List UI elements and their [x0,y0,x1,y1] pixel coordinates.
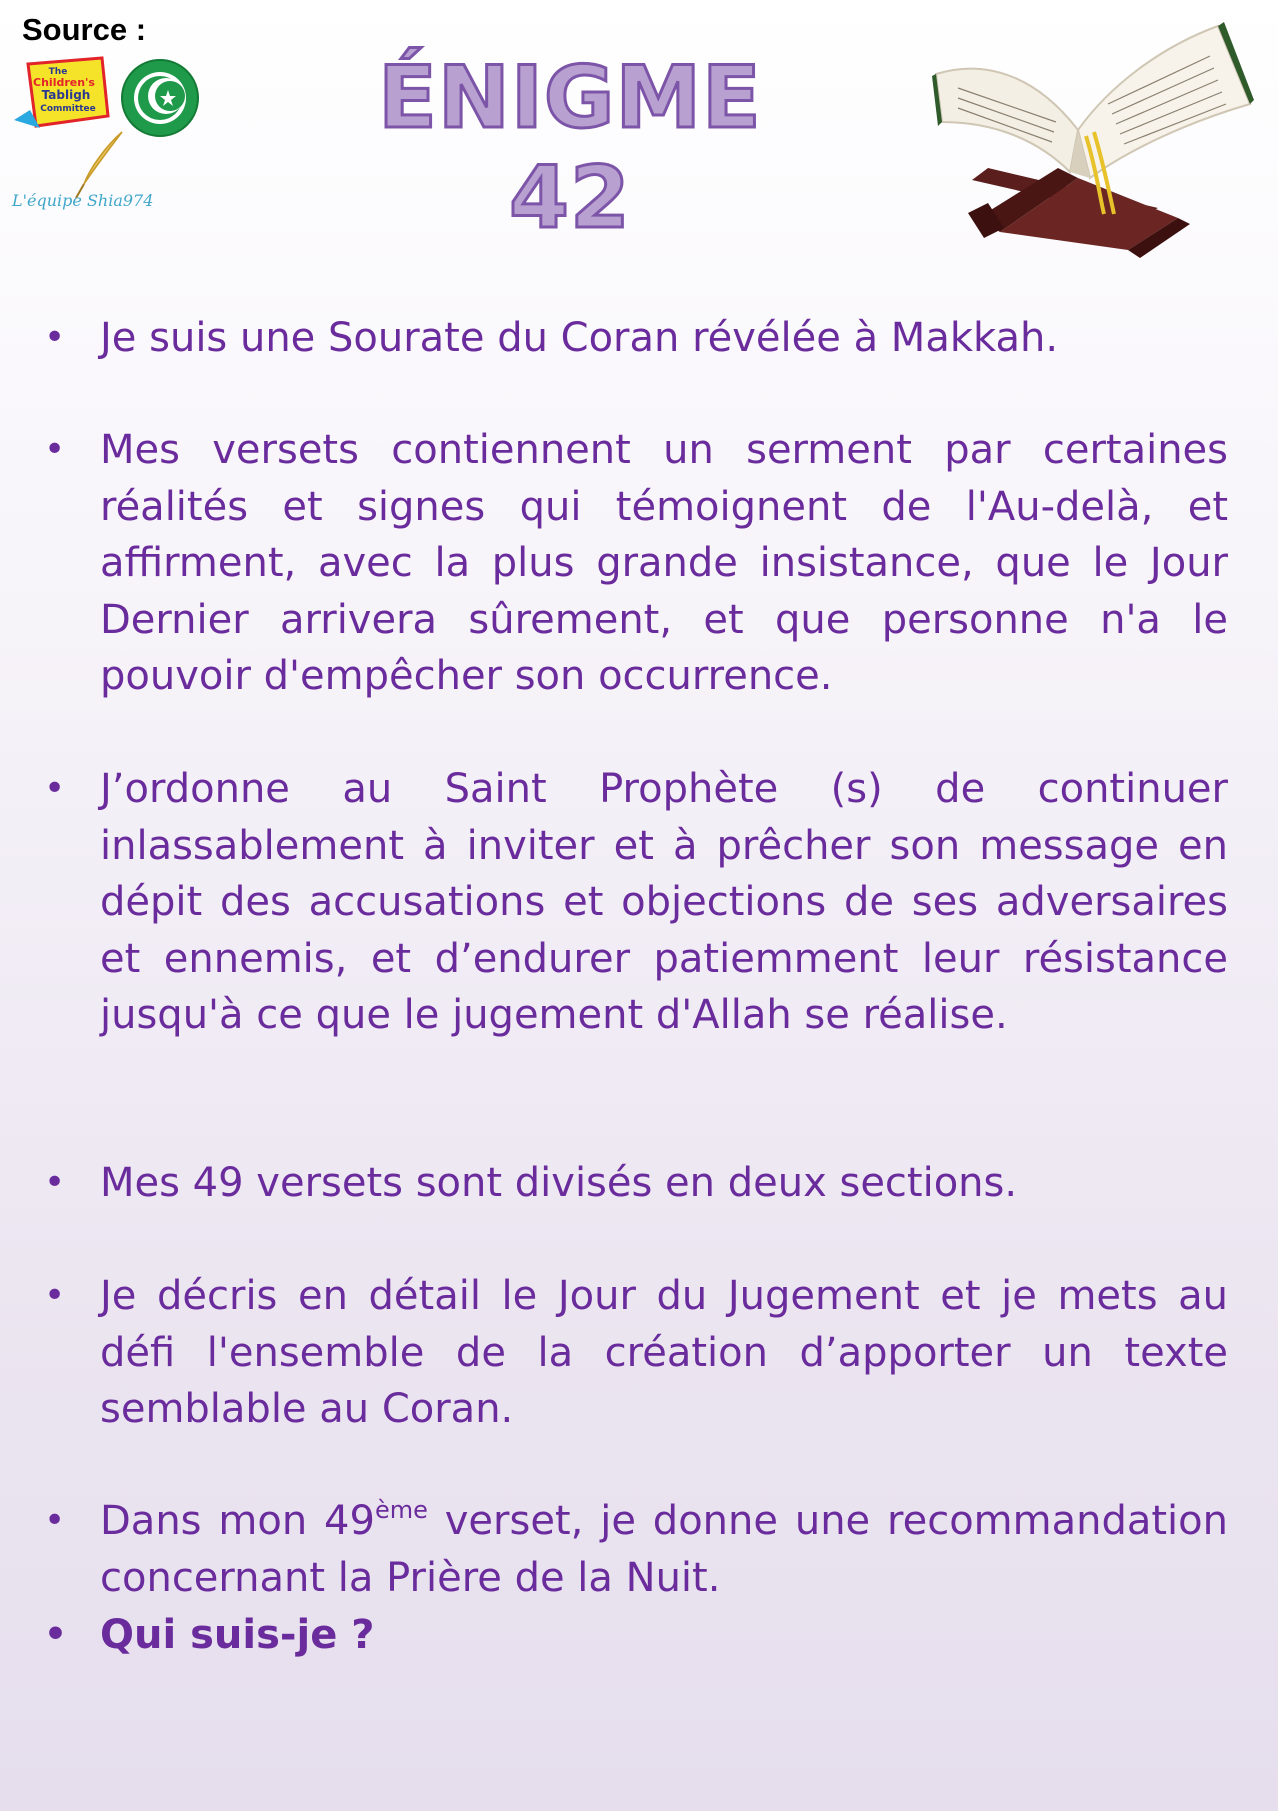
clue-text: Je décris en détail le Jour du Jugement et je mets au défi l'ensemble de la création d’apporter un texte semblable au Coran. [100,1273,1228,1432]
book-stand [968,168,1190,258]
muslim-community-seal [122,60,198,136]
tabligh-text-4: Committee [40,104,96,114]
ordinal-suffix: ème [374,1496,428,1524]
page-title: ÉNIGME 42 [378,48,762,248]
bullet-icon: • [44,1162,66,1203]
clue-text-start: Dans mon 49 [100,1498,375,1544]
quran-book-image [928,18,1258,263]
source-logos [10,56,200,216]
clue-item-3 [44,761,1228,1044]
bullet-icon: • [44,1614,68,1655]
clue-item-6 [44,1493,1228,1606]
tabligh-text-3: Tabligh [41,88,91,102]
question-item [44,1607,1228,1664]
bullet-icon: • [44,1275,66,1316]
bullet-icon: • [44,768,66,809]
tabligh-text-1: The [48,67,68,77]
bullet-icon: • [44,1500,66,1541]
clue-text: Mes 49 versets sont divisés en deux sections. [100,1160,1018,1206]
quill-icon [76,132,122,198]
bullet-icon: • [44,429,66,470]
source-label: Source : [22,12,147,47]
bullet-icon: • [44,317,66,358]
clue-item-4 [44,1155,1228,1212]
clue-text: Mes versets contiennent un serment par certaines réalités et signes qui témoignent de l'Au-delà, et affirment, avec la plus grande insistance, que le Jour Dernier arrivera sûrement, et que personne n'a le pouvoir d'empêcher son occurrence. [100,427,1228,699]
tabligh-committee-logo [14,58,108,128]
question-text: Qui suis-je ? [100,1612,375,1658]
equipe-signature: L'équipe Shia974 [12,191,154,210]
clue-text: Je suis une Sourate du Coran révélée à Makkah. [100,315,1059,361]
tabligh-text-2: Children's [33,76,95,89]
clue-item-2 [44,422,1228,705]
clue-text: J’ordonne au Saint Prophète (s) de continuer inlassablement à inviter et à prêcher son message en dépit des accusations et objections de ses adversaires et ennemis, et d’endurer patiemment leur résistance jusqu'à ce que le jugement d'Allah se réalise. [100,766,1228,1038]
clue-item-1 [44,310,1228,367]
clue-text-end: verset, je donne une recommandation concernant la Prière de la Nuit. [100,1498,1228,1601]
clue-item-5 [44,1268,1228,1438]
